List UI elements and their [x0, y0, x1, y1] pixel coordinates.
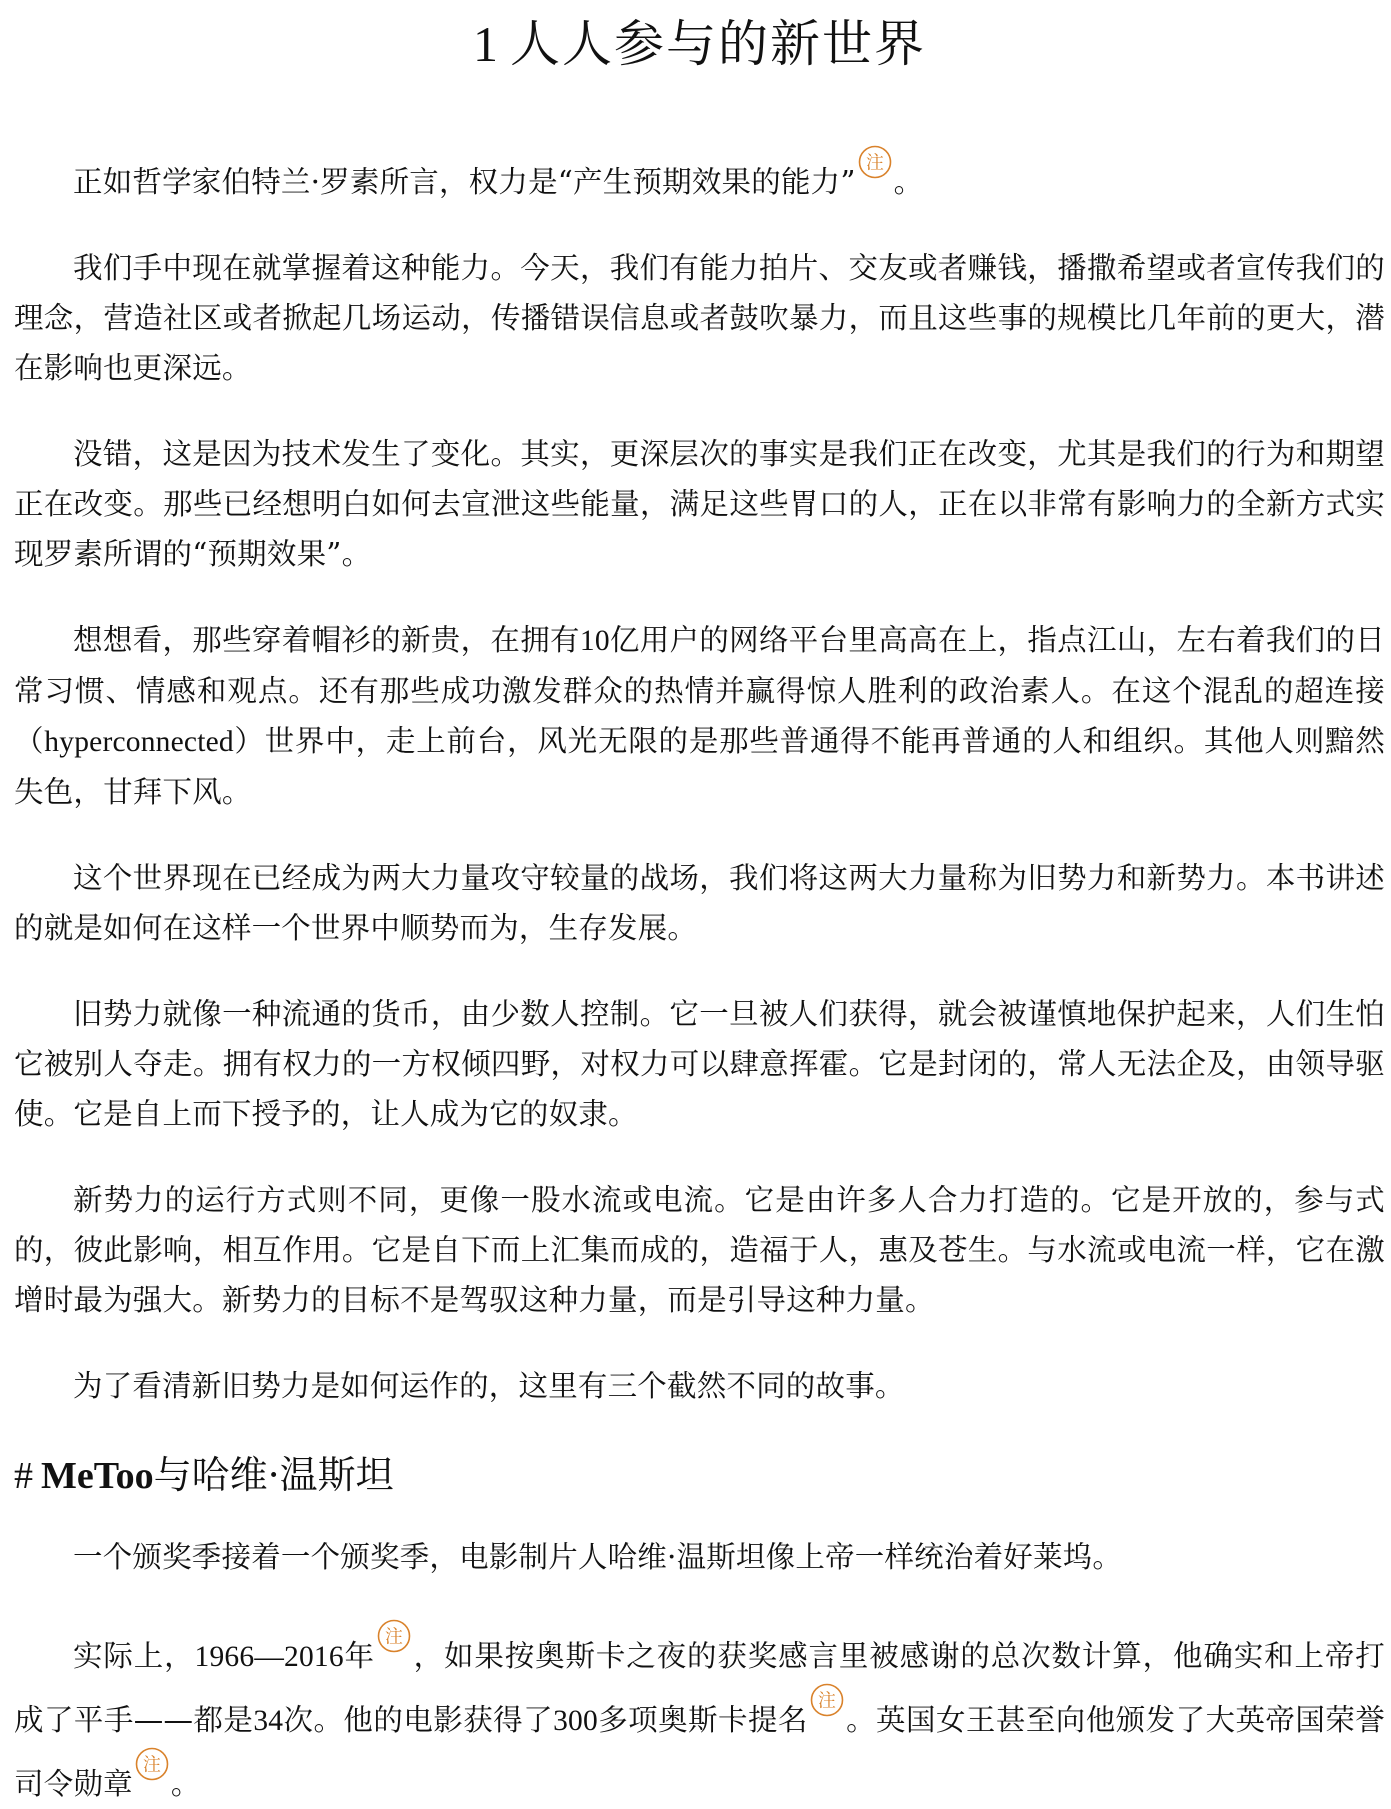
paragraph-9: 一个颁奖季接着一个颁奖季，电影制片人哈维·温斯坦像上帝一样统治着好莱坞。: [73, 1540, 1123, 1574]
section-title: 与哈维·温斯坦: [153, 1453, 394, 1497]
paragraph-1: [14, 144, 1385, 207]
section-heading: [14, 1447, 1385, 1504]
paragraph-4-english: hyperconnected: [44, 726, 234, 758]
paragraph-10-text-f: 。英国女王甚至向他颁发了大英帝国荣誉司令勋章: [14, 1703, 1385, 1801]
footnote-icon[interactable]: [134, 1746, 170, 1782]
paragraph-10-end: 。: [170, 1767, 201, 1801]
paragraph-10-text-c: ，如果按奥斯卡之夜的获奖感言里被感谢的总次数计算，他确实和上帝打成了平手——都是: [14, 1639, 1385, 1737]
chapter-title-text: 人人参与的新世界: [510, 15, 926, 73]
chapter-title: [14, 14, 1385, 74]
paragraph-10-text-b: 年: [343, 1639, 375, 1673]
paragraph-1-end: 。: [893, 165, 924, 199]
footnote-icon[interactable]: [376, 1618, 412, 1654]
chapter-number: 1: [473, 16, 500, 72]
paragraph-10: [14, 1618, 1385, 1809]
paragraph-4: [14, 615, 1385, 817]
footnote-icon[interactable]: [857, 144, 893, 180]
paragraph-10-number-2: 300: [553, 1705, 598, 1737]
paragraph-10-text-d: 次。他的电影获得了: [283, 1703, 554, 1737]
footnote-icon-glyph: 注: [865, 152, 884, 174]
paragraph-10-number-1: 34: [253, 1705, 284, 1737]
paragraph-5: 这个世界现在已经成为两大力量攻守较量的战场，我们将这两大力量称为旧势力和新势力。本书讲述的就是如何在这样一个世界中顺势而为，生存发展。: [14, 861, 1385, 945]
paragraph-4-text-c: ）世界中，走上前台，风光无限的是那些普通得不能再普通的人和组织。其他人则黯然失色，甘拜下风。: [14, 724, 1385, 809]
footnote-icon-glyph: 注: [384, 1626, 403, 1648]
paragraph-8: 为了看清新旧势力是如何运作的，这里有三个截然不同的故事。: [73, 1369, 905, 1403]
section-hash: #: [14, 1455, 33, 1497]
footnote-icon-glyph: 注: [142, 1754, 161, 1776]
section-tag: MeToo: [41, 1455, 154, 1497]
paragraph-4-text-b: 亿用户的网络平台里高高在上，指点江山，左右着我们的日常习惯、情感和观点。还有那些成功激发群众的热情并赢得惊人胜利的政治素人。在这个混乱的超连接（: [14, 623, 1385, 758]
footnote-icon[interactable]: [809, 1682, 845, 1718]
paragraph-1-text: 正如哲学家伯特兰·罗素所言，权力是“产生预期效果的能力”: [73, 165, 856, 199]
paragraph-10-text-e: 多项奥斯卡提名: [597, 1703, 808, 1737]
paragraph-7: 新势力的运行方式则不同，更像一股水流或电流。它是由许多人合力打造的。它是开放的，参与式的，彼此影响，相互作用。它是自下而上汇集而成的，造福于人，惠及苍生。与水流或电流一样，它在激增时最为强大。新势力的目标不是驾驭这种力量，而是引导这种力量。: [14, 1183, 1385, 1317]
paragraph-6: 旧势力就像一种流通的货币，由少数人控制。它一旦被人们获得，就会被谨慎地保护起来，人们生怕它被别人夺走。拥有权力的一方权倾四野，对权力可以肆意挥霍。它是封闭的，常人无法企及，由领导驱使。它是自上而下授予的，让人成为它的奴隶。: [14, 997, 1385, 1131]
paragraph-10-years: 1966—2016: [194, 1641, 344, 1673]
paragraph-2: 我们手中现在就掌握着这种能力。今天，我们有能力拍片、交友或者赚钱，播撒希望或者宣传我们的理念，营造社区或者掀起几场运动，传播错误信息或者鼓吹暴力，而且这些事的规模比几年前的更大，潜在影响也更深远。: [14, 251, 1385, 385]
footnote-icon-glyph: 注: [817, 1690, 836, 1712]
paragraph-3: 没错，这是因为技术发生了变化。其实，更深层次的事实是我们正在改变，尤其是我们的行为和期望正在改变。那些已经想明白如何去宣泄这些能量，满足这些胃口的人，正在以非常有影响力的全新方式实现罗素所谓的“预期效果”。: [14, 437, 1385, 571]
paragraph-10-text-a: 实际上，: [73, 1639, 195, 1673]
paragraph-4-number: 10: [579, 625, 610, 657]
body-text: [14, 144, 1385, 1809]
paragraph-4-text-a: 想想看，那些穿着帽衫的新贵，在拥有: [73, 623, 580, 657]
